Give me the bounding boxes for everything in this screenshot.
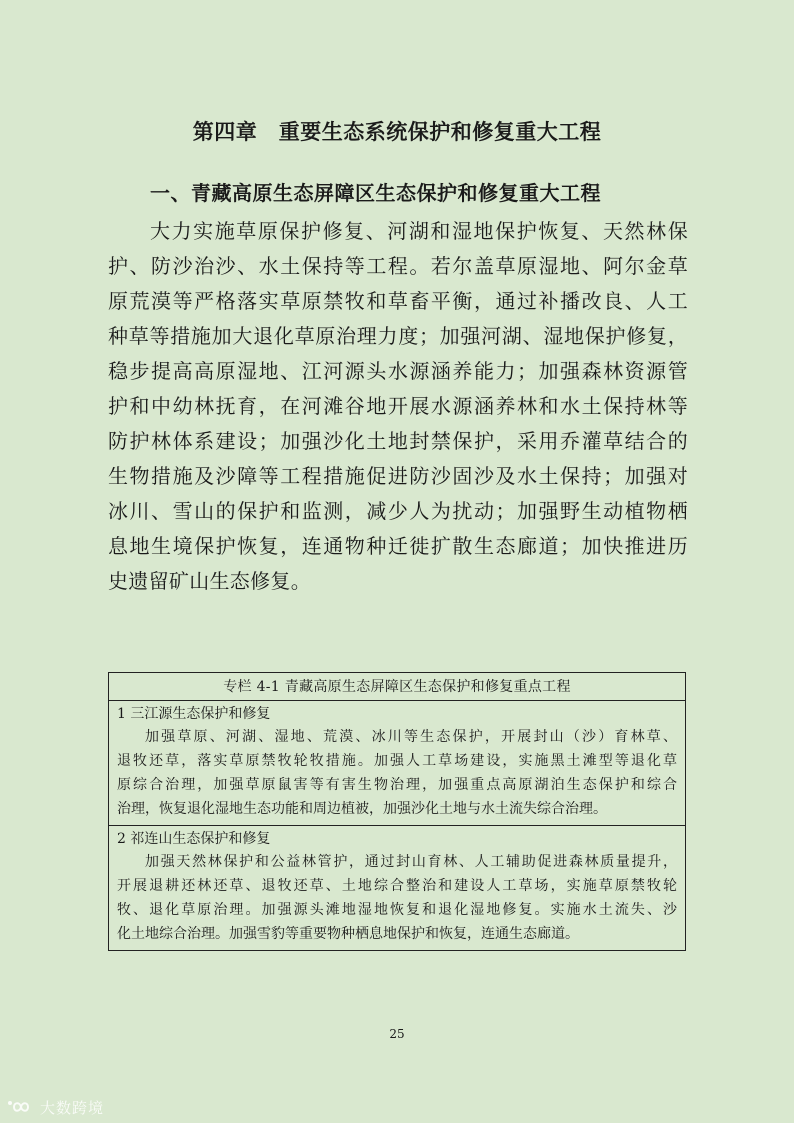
body-line: 史遗留矿山生态修复。 (108, 569, 311, 593)
box-item-line: 原综合治理，加强草原鼠害等有害生物治理，加强重点高原湖泊生态保护和综合 (117, 777, 677, 793)
box-item-line: 牧、退化草原治理。加强源头滩地湿地恢复和退化湿地修复。实施水土流失、沙 (117, 902, 677, 918)
box-item (109, 701, 685, 826)
box-item-line: 退牧还草，落实草原禁牧轮牧措施。加强人工草场建设，实施黑土滩型等退化草 (117, 753, 677, 769)
body-paragraph (108, 214, 688, 599)
body-line: 大力实施草原保护修复、河湖和湿地保护恢复、天然林保 (150, 219, 688, 243)
box-item-line: 加强草原、河湖、湿地、荒漠、冰川等生态保护，开展封山（沙）育林草、 (145, 729, 677, 745)
body-line: 种草等措施加大退化草原治理力度；加强河湖、湿地保护修复， (108, 324, 688, 348)
body-line: 息地生境保护恢复，连通物种迁徙扩散生态廊道；加快推进历 (108, 534, 688, 558)
box-title: 专栏 4-1 青藏高原生态屏障区生态保护和修复重点工程 (109, 673, 685, 701)
body-line: 稳步提高高原湿地、江河源头水源涵养能力；加强森林资源管 (108, 359, 688, 383)
box-item (109, 826, 685, 950)
infinity-logo-icon (6, 1099, 36, 1115)
body-line: 防护林体系建设；加强沙化土地封禁保护，采用乔灌草结合的 (108, 429, 688, 453)
box-item-heading: 2 祁连山生态保护和修复 (117, 831, 271, 847)
box-item-line: 加强天然林保护和公益林管护，通过封山育林、人工辅助促进森林质量提升， (145, 854, 677, 870)
chapter-title: 第四章 重要生态系统保护和修复重大工程 (192, 120, 602, 144)
body-line: 冰川、雪山的保护和监测，减少人为扰动；加强野生动植物栖 (108, 499, 688, 523)
section-title: 一、青藏高原生态屏障区生态保护和修复重大工程 (150, 181, 601, 205)
box-item-line: 开展退耕还林还草、退牧还草、土地综合整治和建设人工草场，实施草原禁牧轮 (117, 878, 677, 894)
watermark (6, 1096, 104, 1118)
box-item-line: 化土地综合治理。加强雪豹等重要物种栖息地保护和恢复，连通生态廊道。 (117, 926, 579, 942)
body-line: 生物措施及沙障等工程措施促进防沙固沙及水土保持；加强对 (108, 464, 688, 488)
body-line: 护、防沙治沙、水土保持等工程。若尔盖草原湿地、阿尔金草 (108, 254, 688, 278)
box-item-heading: 1 三江源生态保护和修复 (117, 706, 271, 722)
watermark-text: 大数跨境 (40, 1098, 105, 1117)
body-line: 原荒漠等严格落实草原禁牧和草畜平衡，通过补播改良、人工 (108, 289, 688, 313)
special-column-box (108, 672, 686, 951)
body-line: 护和中幼林抚育，在河滩谷地开展水源涵养林和水土保持林等 (108, 394, 688, 418)
page-number: 25 (389, 1027, 405, 1041)
box-item-line: 治理，恢复退化湿地生态功能和周边植被，加强沙化土地与水土流失综合治理。 (117, 801, 607, 817)
